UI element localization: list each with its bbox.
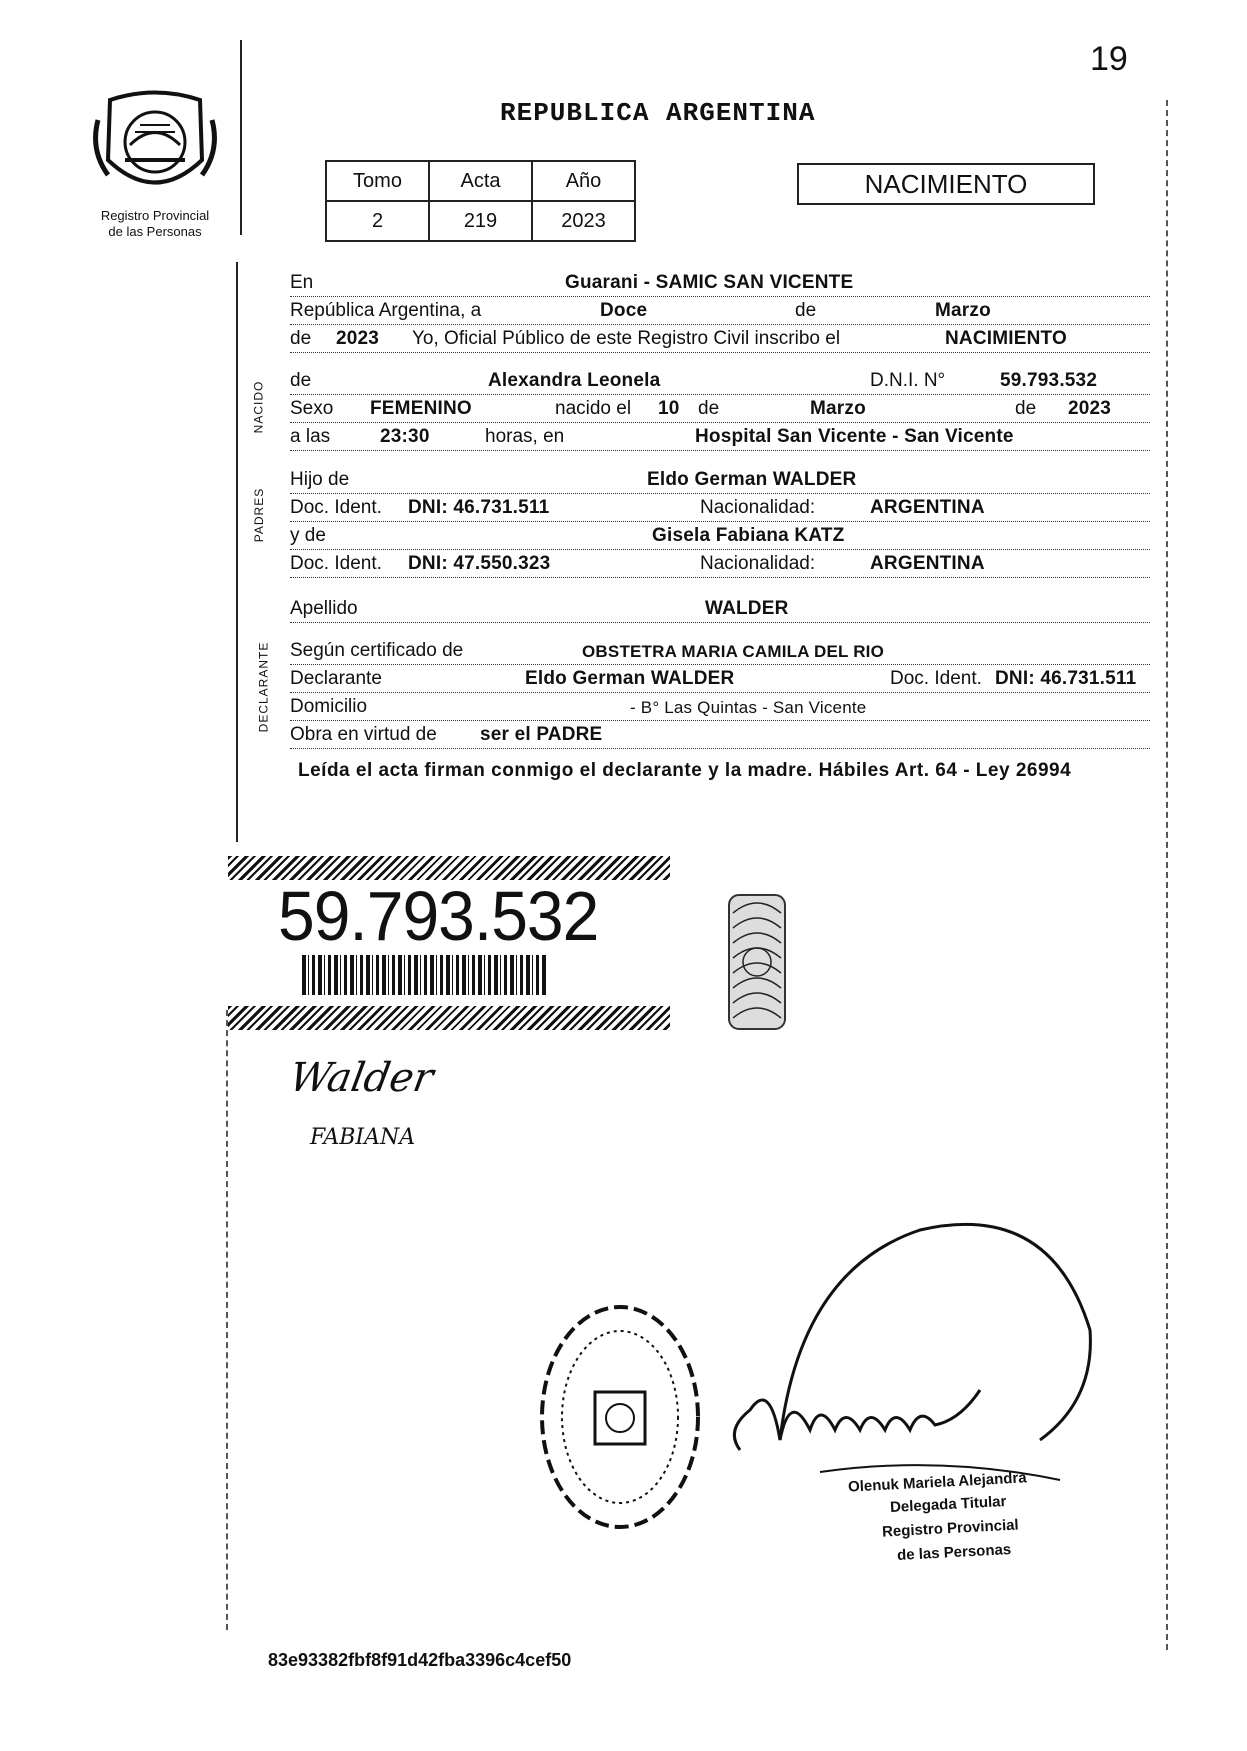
official-signature <box>720 1210 1100 1510</box>
oficial-text: Yo, Oficial Público de este Registro Civil inscribo el <box>412 328 841 349</box>
republica-label: República Argentina, a <box>290 300 482 321</box>
domicilio-label: Domicilio <box>290 696 368 717</box>
official-stamp <box>535 1300 705 1535</box>
official-name: Olenuk Mariela Alejandra <box>847 1469 1028 1496</box>
page-title: REPUBLICA ARGENTINA <box>500 98 816 128</box>
row-padre-doc <box>290 493 1150 522</box>
barcode-band-bottom <box>228 1006 670 1030</box>
row-en <box>290 268 1150 297</box>
row-sexo <box>290 394 1150 423</box>
row-republica <box>290 296 1150 325</box>
en-label: En <box>290 272 314 293</box>
apellido-label: Apellido <box>290 598 358 619</box>
row-certificado <box>290 636 1150 665</box>
margin-line <box>236 262 238 842</box>
hora-value: 23:30 <box>380 426 430 447</box>
provincial-seal <box>90 90 220 210</box>
dni-label: D.N.I. N° <box>870 370 946 391</box>
inscribe-value: NACIMIENTO <box>945 328 1067 349</box>
madre-nac: ARGENTINA <box>870 553 985 574</box>
child-name: Alexandra Leonela <box>488 370 661 391</box>
row-obra <box>290 720 1150 749</box>
alas-label: a las <box>290 426 331 447</box>
row-madre <box>290 521 1150 550</box>
certificado-value: OBSTETRA MARIA CAMILA DEL RIO <box>582 642 885 661</box>
declarante-name: Eldo German WALDER <box>525 668 735 689</box>
row-nombre <box>290 366 1150 395</box>
anio-value: 2023 <box>532 201 635 241</box>
right-margin-line <box>1166 100 1168 1650</box>
acta-header: Acta <box>429 161 532 201</box>
official-registry: Registro Provincial <box>881 1516 1020 1541</box>
acta-value: 219 <box>429 201 532 241</box>
child-dni: 59.793.532 <box>1000 370 1098 391</box>
row-madre-doc <box>290 549 1150 578</box>
leida-text: Leída el acta firman conmigo el declarante y la madre. Hábiles Art. 64 - Ley 26994 <box>298 760 1072 781</box>
row-oficial <box>290 324 1150 353</box>
barcode-number: 59.793.532 <box>278 877 599 955</box>
horas-label: horas, en <box>485 426 565 447</box>
hijo-label: Hijo de <box>290 469 350 490</box>
day-word: Doce <box>600 300 648 321</box>
madre-doc: DNI: 47.550.323 <box>408 553 551 574</box>
sexo-label: Sexo <box>290 398 334 419</box>
padre-name: Eldo German WALDER <box>647 469 857 490</box>
section-label-nacido: NACIDO <box>251 380 266 434</box>
anio-header: Año <box>532 161 635 201</box>
father-signature: Walder <box>285 1055 437 1101</box>
birth-day: 10 <box>658 398 680 419</box>
row-apellido <box>290 594 1150 623</box>
segun-label: Según certificado de <box>290 640 464 661</box>
barcode <box>302 955 547 995</box>
record-type-box: NACIMIENTO <box>797 163 1095 205</box>
row-domicilio <box>290 692 1150 721</box>
madre-doc-label: Doc. Ident. <box>290 553 382 574</box>
section-label-padres: PADRES <box>252 487 267 543</box>
birth-year: 2023 <box>1068 398 1112 419</box>
padre-nac: ARGENTINA <box>870 497 985 518</box>
madre-name: Gisela Fabiana KATZ <box>652 525 845 546</box>
seal-caption-1: Registro Provincial <box>100 208 210 223</box>
seal-caption-2: de las Personas <box>108 224 202 239</box>
domicilio-value: - B° Las Quintas - San Vicente <box>630 698 867 717</box>
obra-value: ser el PADRE <box>480 724 603 745</box>
row-hora <box>290 422 1150 451</box>
month-word: Marzo <box>935 300 991 321</box>
tomo-value: 2 <box>326 201 429 241</box>
obra-label: Obra en virtud de <box>290 724 437 745</box>
lower-margin-line <box>226 1010 228 1630</box>
en-value: Guarani - SAMIC SAN VICENTE <box>565 272 854 293</box>
registry-table <box>325 160 636 242</box>
declarante-label: Declarante <box>290 668 382 689</box>
de-label-1: de <box>795 300 817 321</box>
official-registry-2: de las Personas <box>896 1541 1012 1564</box>
madre-nac-label: Nacionalidad: <box>700 553 816 574</box>
birth-month: Marzo <box>810 398 866 419</box>
year-value: 2023 <box>336 328 380 349</box>
lugar-value: Hospital San Vicente - San Vicente <box>695 426 1014 447</box>
padre-nac-label: Nacionalidad: <box>700 497 816 518</box>
padre-doc: DNI: 46.731.511 <box>408 497 550 518</box>
de-label-2: de <box>290 328 312 349</box>
declarante-doc-label: Doc. Ident. <box>890 668 982 689</box>
yde-label: y de <box>290 525 326 546</box>
nacido-label: nacido el <box>555 398 632 419</box>
official-title: Delegada Titular <box>889 1492 1007 1517</box>
section-label-declarante: DECLARANTE <box>256 641 271 733</box>
declarante-doc: DNI: 46.731.511 <box>995 668 1137 689</box>
document-hash: 83e93382fbf8f91d42fba3396c4cef50 <box>268 1650 572 1670</box>
margin-line-top <box>240 40 242 235</box>
de-label-4: de <box>698 398 720 419</box>
de-label-3: de <box>290 370 312 391</box>
row-declarante <box>290 664 1150 693</box>
page-number: 19 <box>1090 40 1128 78</box>
row-hijo <box>290 465 1150 494</box>
de-label-5: de <box>1015 398 1037 419</box>
mother-signature: FABIANA <box>310 1125 416 1150</box>
apellido-value: WALDER <box>705 598 789 619</box>
tomo-header: Tomo <box>326 161 429 201</box>
padre-doc-label: Doc. Ident. <box>290 497 382 518</box>
sexo-value: FEMENINO <box>370 398 472 419</box>
security-hologram <box>727 893 787 1031</box>
